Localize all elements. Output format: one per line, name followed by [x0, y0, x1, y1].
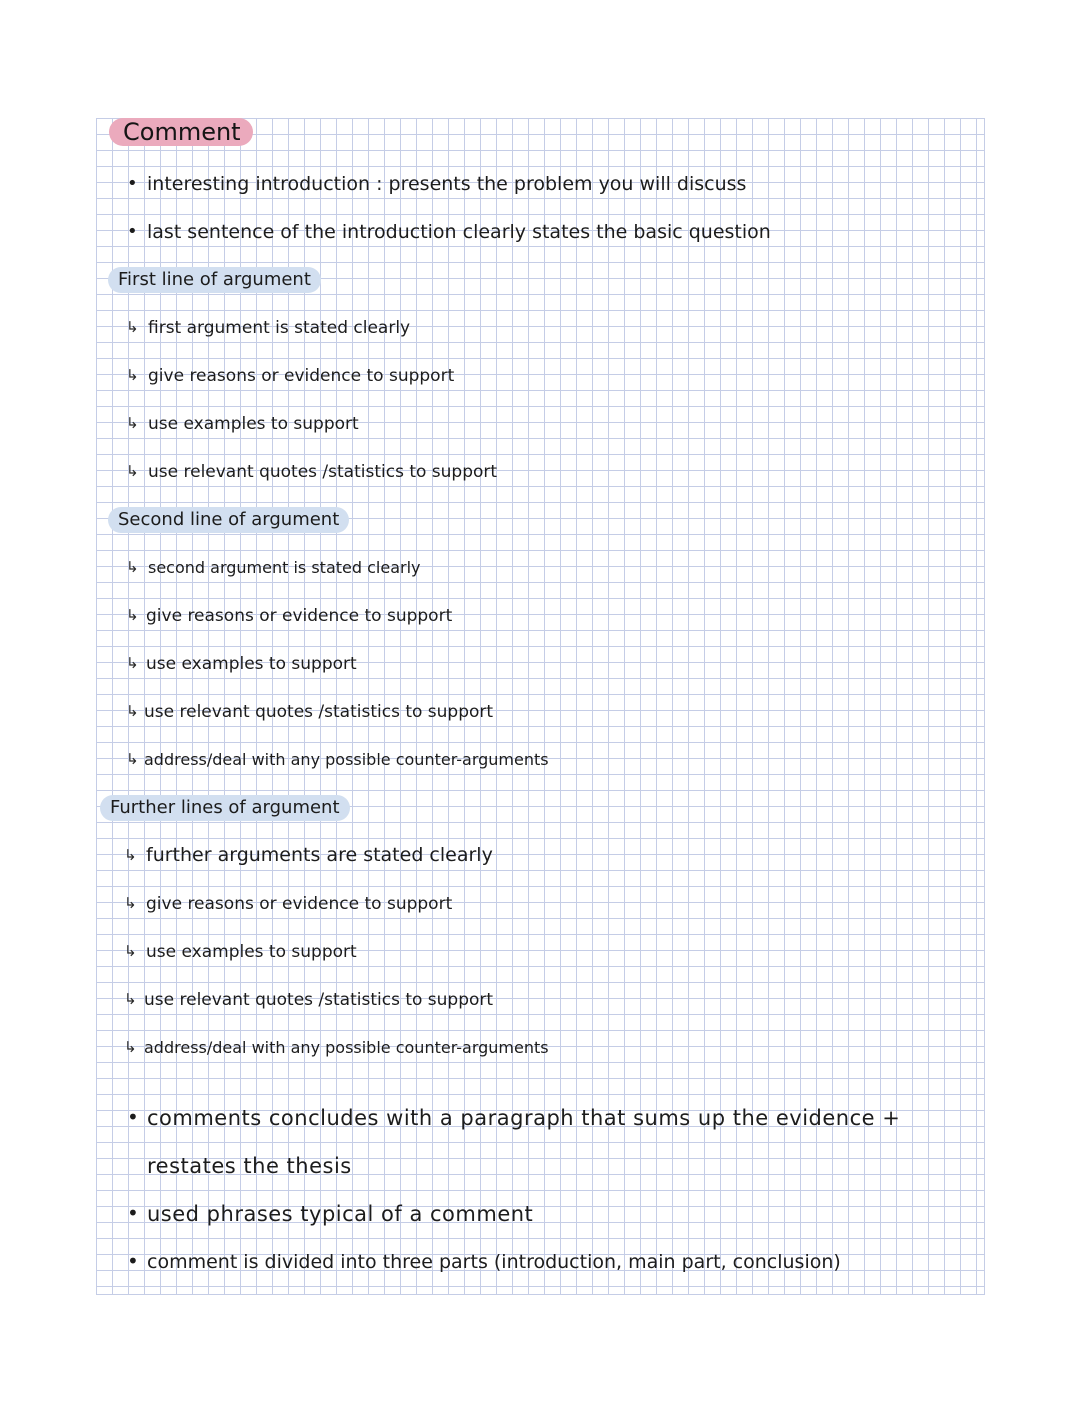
hooked-arrow-icon: ↳ [126, 750, 139, 768]
page-title: Comment [109, 118, 253, 146]
section-1-point-4: use relevant quotes /statistics to support [148, 462, 498, 482]
section-2-point-5: address/deal with any possible counter-arguments [144, 750, 549, 769]
hooked-arrow-icon: ↳ [126, 654, 139, 672]
hooked-arrow-icon: ↳ [126, 318, 139, 336]
section-3-point-1: further arguments are stated clearly [146, 844, 493, 866]
hooked-arrow-icon: ↳ [124, 894, 137, 912]
section-3-point-3: use examples to support [146, 942, 357, 962]
bullet-dot-icon: • [127, 1105, 139, 1129]
section-2-point-2: give reasons or evidence to support [146, 606, 453, 626]
hooked-arrow-icon: ↳ [126, 414, 139, 432]
hooked-arrow-icon: ↳ [126, 366, 139, 384]
hooked-arrow-icon: ↳ [124, 846, 137, 864]
bullet-dot-icon: • [127, 1201, 139, 1225]
hooked-arrow-icon: ↳ [126, 702, 139, 720]
intro-point-1: interesting introduction : presents the problem you will discuss [147, 173, 747, 195]
hooked-arrow-icon: ↳ [126, 606, 139, 624]
section-heading-further-arguments: Further lines of argument [100, 795, 350, 821]
section-heading-second-argument: Second line of argument [108, 507, 349, 533]
hooked-arrow-icon: ↳ [124, 942, 137, 960]
section-1-point-1: first argument is stated clearly [148, 318, 411, 338]
closing-point-1-line-2: restates the thesis [147, 1154, 352, 1178]
section-3-point-4: use relevant quotes /statistics to support [144, 990, 494, 1010]
section-1-point-3: use examples to support [148, 414, 359, 434]
hooked-arrow-icon: ↳ [126, 558, 139, 576]
closing-point-2: used phrases typical of a comment [147, 1202, 534, 1226]
bullet-dot-icon: • [127, 221, 138, 242]
intro-point-2: last sentence of the introduction clearly states the basic question [147, 221, 771, 243]
section-3-point-5: address/deal with any possible counter-arguments [144, 1038, 549, 1057]
hooked-arrow-icon: ↳ [124, 990, 137, 1008]
section-heading-first-argument: First line of argument [108, 267, 321, 293]
bullet-dot-icon: • [127, 1249, 139, 1273]
closing-point-1-line-1: comments concludes with a paragraph that sums up the evidence + [147, 1106, 901, 1130]
section-2-point-4: use relevant quotes /statistics to support [144, 702, 494, 722]
section-3-point-2: give reasons or evidence to support [146, 894, 453, 914]
section-1-point-2: give reasons or evidence to support [148, 366, 455, 386]
bullet-dot-icon: • [127, 173, 138, 194]
hooked-arrow-icon: ↳ [124, 1038, 137, 1056]
section-2-point-3: use examples to support [146, 654, 357, 674]
hooked-arrow-icon: ↳ [126, 462, 139, 480]
closing-point-3: comment is divided into three parts (introduction, main part, conclusion) [147, 1251, 841, 1273]
section-2-point-1: second argument is stated clearly [148, 558, 421, 577]
